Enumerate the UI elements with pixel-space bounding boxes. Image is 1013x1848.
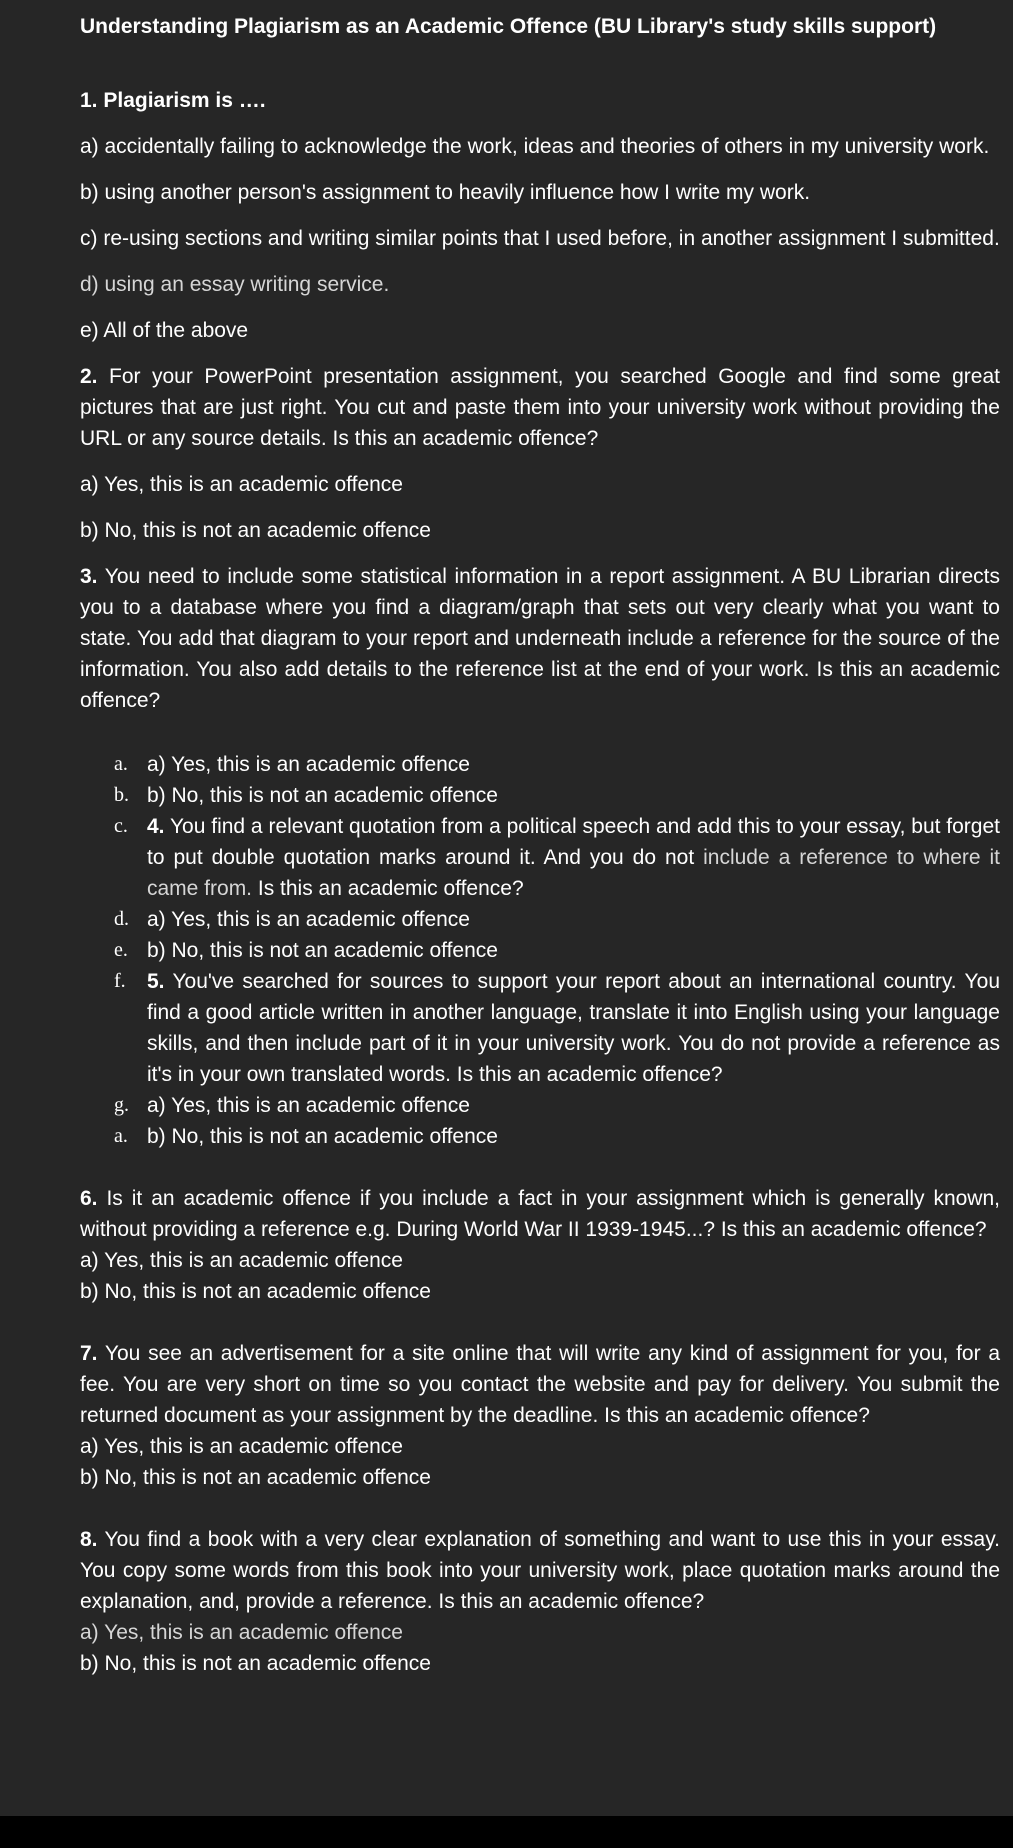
question-6-option-b: b) No, this is not an academic offence — [80, 1280, 431, 1303]
question-5-body: You've searched for sources to support your report about an international country. You find a good article written in another language, translate it into English using your language skills, and then include part of it in your university work. You do not provide a reference as it's in your own translated words. Is this an academic offence? — [147, 970, 1000, 1086]
question-2-number: 2. — [80, 365, 98, 388]
question-8-body: You find a book with a very clear explanation of something and want to use this in your essay. You copy some words from this book into your university work, place quotation marks around the explanation, and, provide a reference. Is this an academic offence? — [80, 1528, 1000, 1613]
list-item — [114, 935, 1000, 966]
question-6-option-a: a) Yes, this is an academic offence — [80, 1249, 403, 1272]
question-5-number: 5. — [147, 970, 165, 993]
list-marker: e. — [114, 939, 128, 961]
question-3-option-b: b) No, this is not an academic offence — [147, 784, 498, 807]
question-6-number: 6. — [80, 1187, 98, 1210]
question-7-option-a: a) Yes, this is an academic offence — [80, 1435, 403, 1458]
list-item — [114, 1090, 1000, 1121]
list-marker: a. — [114, 753, 128, 775]
question-8-number: 8. — [80, 1528, 98, 1551]
question-4-option-b: b) No, this is not an academic offence — [147, 939, 498, 962]
question-4-option-a: a) Yes, this is an academic offence — [147, 908, 470, 931]
question-7-body: You see an advertisement for a site online that will write any kind of assignment for you, for a fee. You are very short on time so you contact the website and pay for delivery. You submit the returned document as your assignment by the deadline. Is this an academic offence? — [80, 1342, 1000, 1427]
list-marker: d. — [114, 908, 129, 930]
question-1-option-b: b) using another person's assignment to heavily influence how I write my work. — [80, 181, 811, 204]
question-1-option-a: a) accidentally failing to acknowledge the work, ideas and theories of others in my university work. — [80, 135, 990, 158]
lettered-list — [80, 749, 1000, 1152]
question-4-number: 4. — [147, 815, 165, 838]
question-8-text — [80, 1524, 1000, 1617]
question-7-number: 7. — [80, 1342, 98, 1365]
question-4-body-highlight: include a reference to where it came from. — [147, 846, 1000, 900]
question-1-option-c: c) re-using sections and writing similar points that I used before, in another assignment I submitted. — [80, 227, 1000, 250]
list-item — [114, 904, 1000, 935]
question-2-body: For your PowerPoint presentation assignment, you searched Google and find some great pictures that are just right. You cut and paste them into your university work without providing the URL or any source details. Is this an academic offence? — [80, 365, 1000, 450]
question-2-option-b: b) No, this is not an academic offence — [80, 519, 431, 542]
list-item — [114, 811, 1000, 904]
list-item — [114, 1121, 1000, 1152]
question-3-number: 3. — [80, 565, 98, 588]
question-3-option-a: a) Yes, this is an academic offence — [147, 753, 470, 776]
question-1-option-d: d) using an essay writing service. — [80, 273, 390, 296]
question-2-text — [80, 361, 1000, 454]
question-7-text — [80, 1338, 1000, 1431]
list-item — [114, 749, 1000, 780]
question-3-text — [80, 561, 1000, 716]
page-title: Understanding Plagiarism as an Academic Offence (BU Library's study skills support) — [80, 15, 937, 38]
list-item — [114, 966, 1000, 1090]
question-3-body: You need to include some statistical information in a report assignment. A BU Librarian directs you to a database where you find a diagram/graph that sets out very clearly what you want to state. You add that diagram to your report and underneath include a reference for the source of the information. You also add details to the reference list at the end of your work. Is this an academic offence? — [80, 565, 1000, 712]
list-marker: f. — [114, 970, 126, 992]
list-marker: c. — [114, 815, 128, 837]
list-item — [114, 780, 1000, 811]
question-7-option-b: b) No, this is not an academic offence — [80, 1466, 431, 1489]
question-6-body: Is it an academic offence if you include a fact in your assignment which is generally known, without providing a reference e.g. During World War II 1939-1945...? Is this an academic offence? — [80, 1187, 1000, 1241]
question-1-option-e: e) All of the above — [80, 319, 249, 342]
document-content — [80, 0, 1000, 1679]
question-8-option-b: b) No, this is not an academic offence — [80, 1652, 431, 1675]
question-5-option-b: b) No, this is not an academic offence — [147, 1125, 498, 1148]
question-8-option-a: a) Yes, this is an academic offence — [80, 1621, 403, 1644]
list-marker: a. — [114, 1125, 128, 1147]
question-5-option-a: a) Yes, this is an academic offence — [147, 1094, 470, 1117]
list-marker: b. — [114, 784, 129, 806]
list-marker: g. — [114, 1094, 129, 1116]
question-6-text — [80, 1183, 1000, 1245]
question-4-body: You find a relevant quotation from a political speech and add this to your essay, but forget to put double quotation marks around it. And you do not — [147, 815, 1000, 869]
question-4-body-end: Is this an academic offence? — [252, 877, 524, 900]
question-2-option-a: a) Yes, this is an academic offence — [80, 473, 403, 496]
question-1-heading: 1. Plagiarism is …. — [80, 89, 266, 112]
